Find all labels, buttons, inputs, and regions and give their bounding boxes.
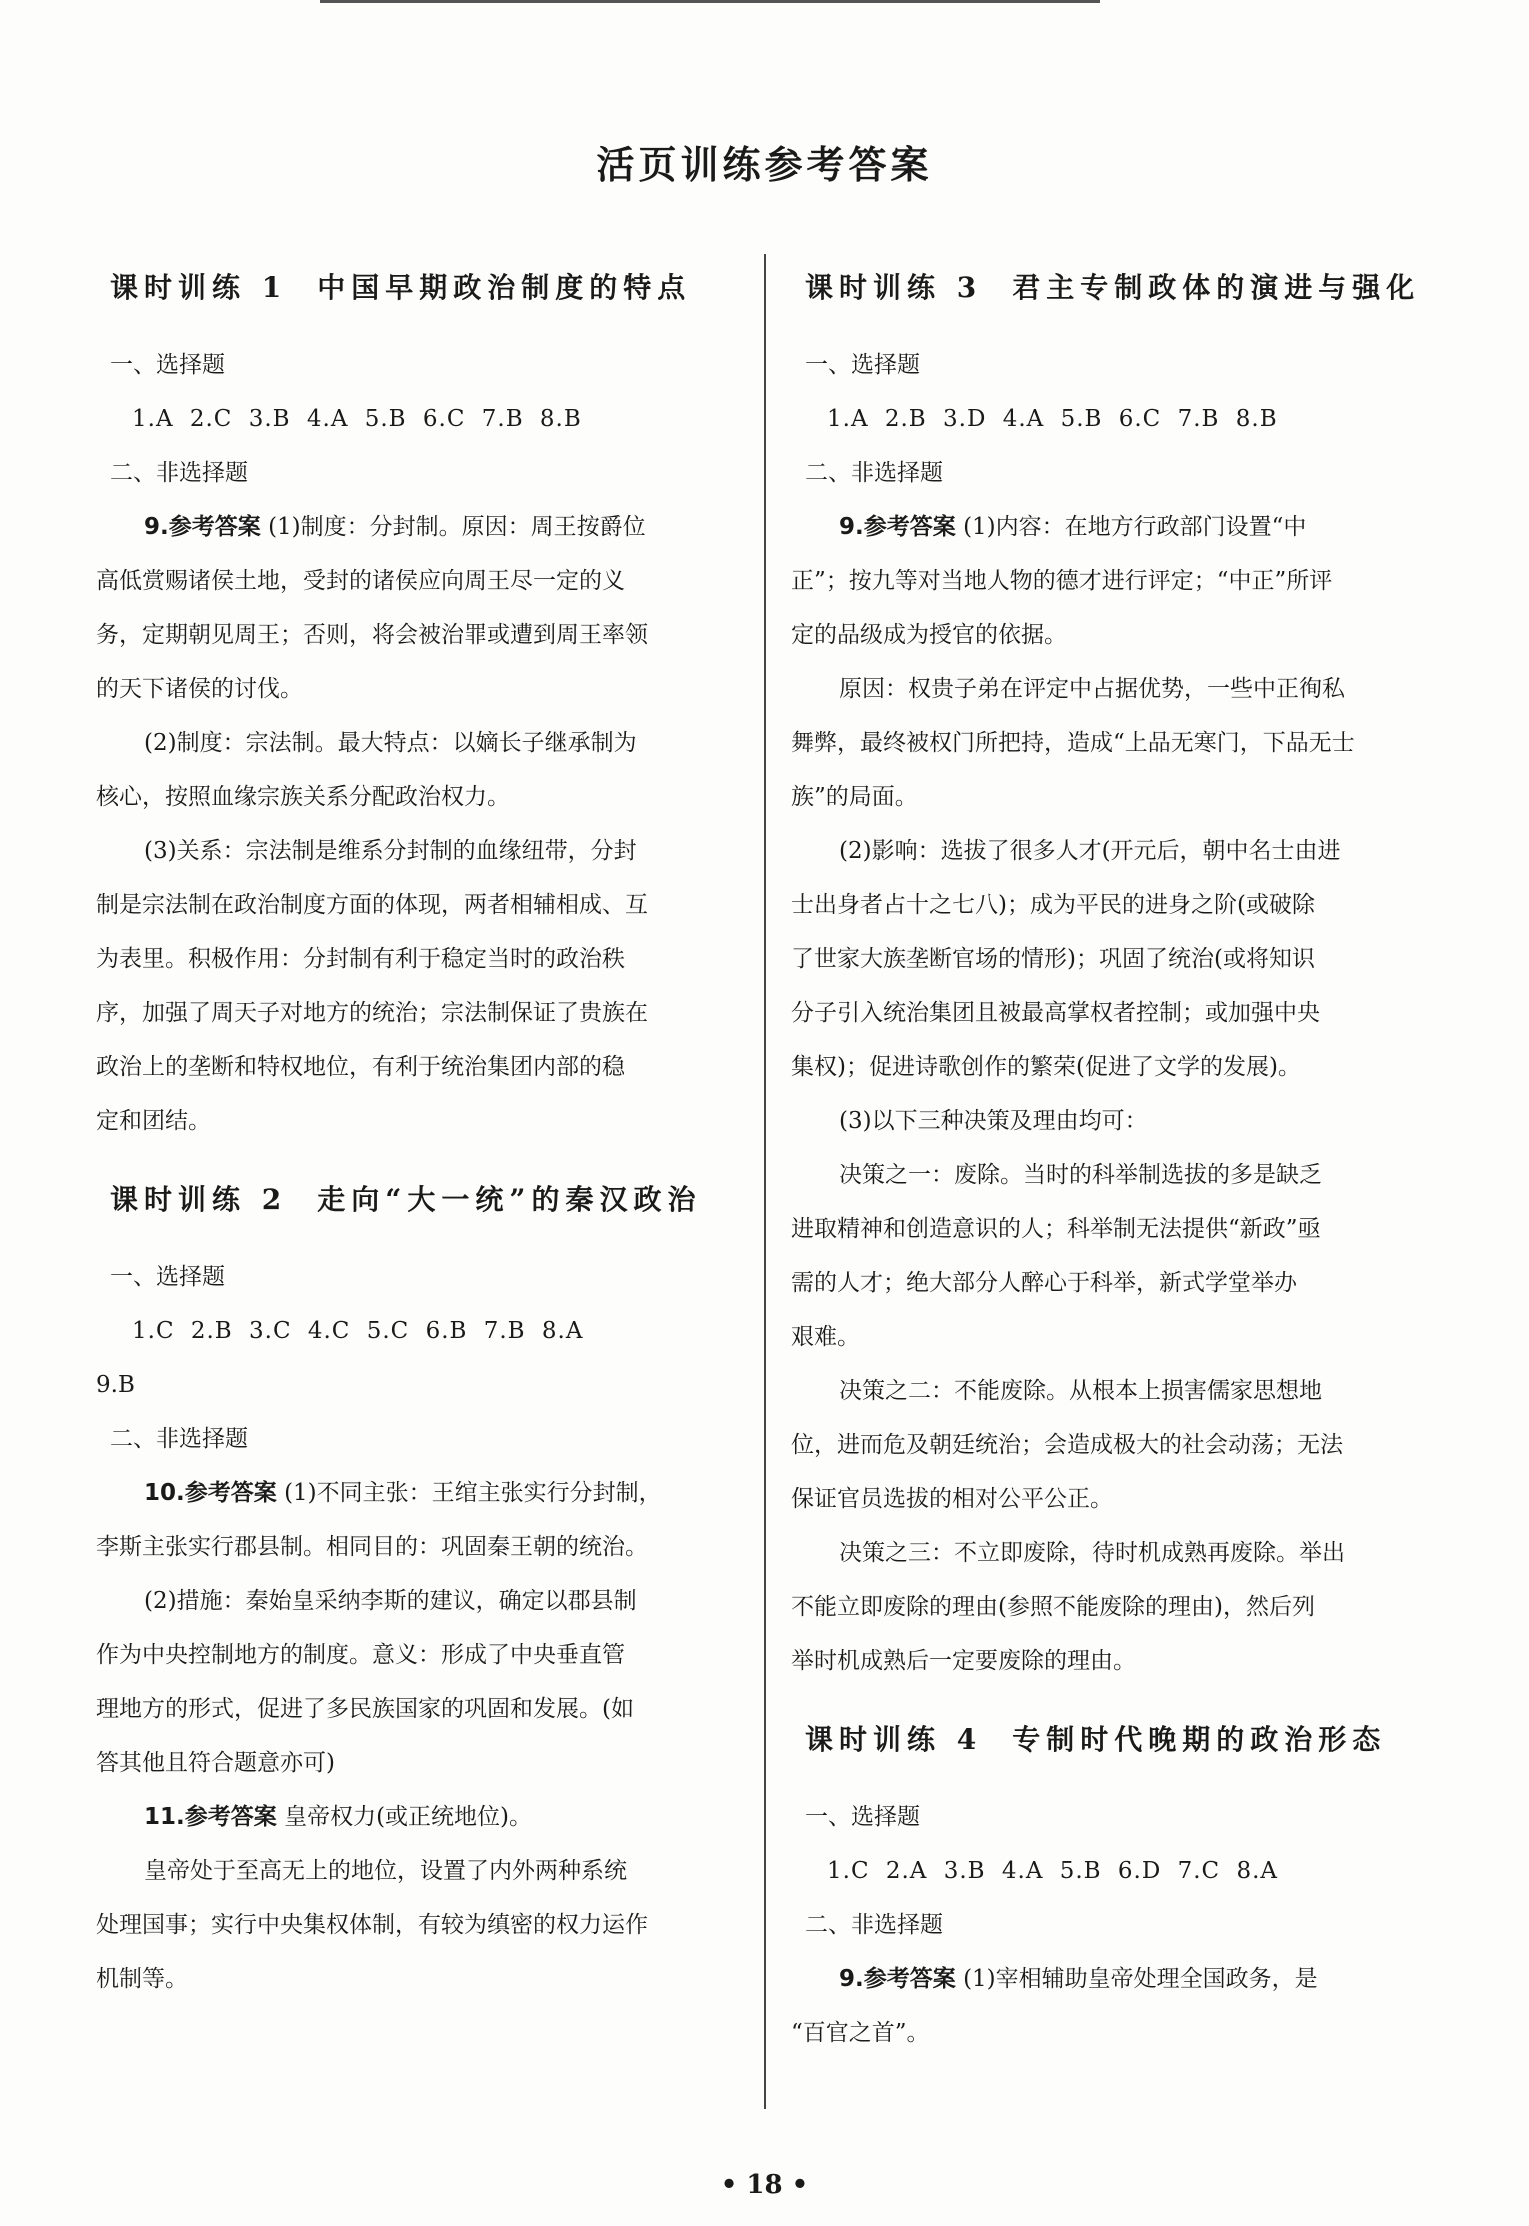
answer-line: 作为中央控制地方的制度。意义：形成了中央垂直管 <box>96 1642 625 1668</box>
nonchoice-heading: 二、非选择题 <box>805 1912 943 1938</box>
answer-line: 士出身者占十之七八)；成为平民的进身之阶(或破除 <box>791 892 1315 918</box>
answer-line: 序，加强了周天子对地方的统治；宗法制保证了贵族在 <box>96 1000 648 1026</box>
answer-line: 处理国事；实行中央集权体制，有较为缜密的权力运作 <box>96 1912 648 1938</box>
section-title-1: 课时训练 1 中国早期政治制度的特点 <box>110 271 692 304</box>
answer-line: (2)制度：宗法制。最大特点：以嫡长子继承制为 <box>144 730 637 756</box>
nonchoice-heading: 二、非选择题 <box>110 460 248 486</box>
answer-line: 位，进而危及朝廷统治；会造成极大的社会动荡；无法 <box>791 1432 1343 1458</box>
answer-line: 定和团结。 <box>96 1108 211 1134</box>
section-title-2: 课时训练 2 走向“大一统”的秦汉政治 <box>110 1183 702 1216</box>
answer-line: 9.参考答案 (1)宰相辅助皇帝处理全国政务，是 <box>839 1966 1318 1992</box>
answer-line: 11.参考答案 皇帝权力(或正统地位)。 <box>144 1804 533 1830</box>
answer-line: 艰难。 <box>791 1324 860 1350</box>
answer-line: (2)措施：秦始皇采纳李斯的建议，确定以郡县制 <box>144 1588 637 1614</box>
answer-line: 决策之一：废除。当时的科举制选拔的多是缺乏 <box>839 1162 1322 1188</box>
answer-line: 核心，按照血缘宗族关系分配政治权力。 <box>96 784 510 810</box>
column-divider <box>764 254 766 2109</box>
answer-line: “百官之首”。 <box>791 2020 930 2046</box>
answer-line: 的天下诸侯的讨伐。 <box>96 676 303 702</box>
nonchoice-heading: 二、非选择题 <box>805 460 943 486</box>
choice-heading: 一、选择题 <box>805 352 920 378</box>
section-title-3: 课时训练 3 君主专制政体的演进与强化 <box>805 271 1421 304</box>
answer-line: 了世家大族垄断官场的情形)；巩固了统治(或将知识 <box>791 946 1315 972</box>
answer-line: 需的人才；绝大部分人醉心于科举，新式学堂举办 <box>791 1270 1297 1296</box>
nonchoice-heading: 二、非选择题 <box>110 1426 248 1452</box>
answer-line: 不能立即废除的理由(参照不能废除的理由)，然后列 <box>791 1594 1315 1620</box>
answer-line: 李斯主张实行郡县制。相同目的：巩固秦王朝的统治。 <box>96 1534 648 1560</box>
page-number: • 18 • <box>720 2170 809 2200</box>
answer-line: 皇帝处于至高无上的地位，设置了内外两种系统 <box>144 1858 627 1884</box>
answer-line: 决策之三：不立即废除，待时机成熟再废除。举出 <box>839 1540 1345 1566</box>
answer-line: 族”的局面。 <box>791 784 918 810</box>
answer-line: 进取精神和创造意识的人；科举制无法提供“新政”亟 <box>791 1216 1321 1242</box>
top-rule <box>320 0 1100 3</box>
answer-line: 舞弊，最终被权门所把持，造成“上品无寒门，下品无士 <box>791 730 1355 756</box>
answer-line: 务，定期朝见周王；否则，将会被治罪或遭到周王率领 <box>96 622 648 648</box>
answer-line: 理地方的形式，促进了多民族国家的巩固和发展。(如 <box>96 1696 634 1722</box>
choice-heading: 一、选择题 <box>110 352 225 378</box>
answer-line: 保证官员选拔的相对公平公正。 <box>791 1486 1113 1512</box>
left-column <box>96 262 726 2006</box>
choice-heading: 一、选择题 <box>805 1804 920 1830</box>
answer-line: 9.参考答案 (1)制度：分封制。原因：周王按爵位 <box>144 514 646 540</box>
answer-line: 原因：权贵子弟在评定中占据优势，一些中正徇私 <box>839 676 1345 702</box>
right-column <box>791 262 1441 2060</box>
answer-line: 答其他且符合题意亦可) <box>96 1750 335 1776</box>
answer-line: (3)关系：宗法制是维系分封制的血缘纽带，分封 <box>144 838 637 864</box>
answer-line: 正”；按九等对当地人物的德才进行评定；“中正”所评 <box>791 568 1333 594</box>
choice-answers: 1.C 2.A 3.B 4.A 5.B 6.D 7.C 8.A <box>827 1858 1279 1884</box>
page-title: 活页训练参考答案 <box>596 143 933 187</box>
answer-line: 为表里。积极作用：分封制有利于稳定当时的政治秩 <box>96 946 625 972</box>
choice-answers: 1.C 2.B 3.C 4.C 5.C 6.B 7.B 8.A <box>132 1318 584 1344</box>
choice-answers-cont: 9.B <box>96 1372 135 1398</box>
section-title-4: 课时训练 4 专制时代晚期的政治形态 <box>805 1723 1387 1756</box>
answer-line: 机制等。 <box>96 1966 188 1992</box>
answer-line: 政治上的垄断和特权地位，有利于统治集团内部的稳 <box>96 1054 625 1080</box>
answer-line: 决策之二：不能废除。从根本上损害儒家思想地 <box>839 1378 1322 1404</box>
answer-line: 高低赏赐诸侯土地，受封的诸侯应向周王尽一定的义 <box>96 568 625 594</box>
answer-line: 定的品级成为授官的依据。 <box>791 622 1067 648</box>
answer-line: 举时机成熟后一定要废除的理由。 <box>791 1648 1136 1674</box>
answer-line: 10.参考答案 (1)不同主张：王绾主张实行分封制， <box>144 1480 662 1506</box>
answer-line: 分子引入统治集团且被最高掌权者控制；或加强中央 <box>791 1000 1320 1026</box>
choice-answers: 1.A 2.B 3.D 4.A 5.B 6.C 7.B 8.B <box>827 406 1278 432</box>
answer-line: 制是宗法制在政治制度方面的体现，两者相辅相成、互 <box>96 892 648 918</box>
choice-heading: 一、选择题 <box>110 1264 225 1290</box>
answer-line: 9.参考答案 (1)内容：在地方行政部门设置“中 <box>839 514 1307 540</box>
answer-line: (3)以下三种决策及理由均可： <box>839 1108 1148 1134</box>
answer-line: (2)影响：选拔了很多人才(开元后，朝中名士由进 <box>839 838 1341 864</box>
answer-line: 集权)；促进诗歌创作的繁荣(促进了文学的发展)。 <box>791 1054 1301 1080</box>
choice-answers: 1.A 2.C 3.B 4.A 5.B 6.C 7.B 8.B <box>132 406 582 432</box>
